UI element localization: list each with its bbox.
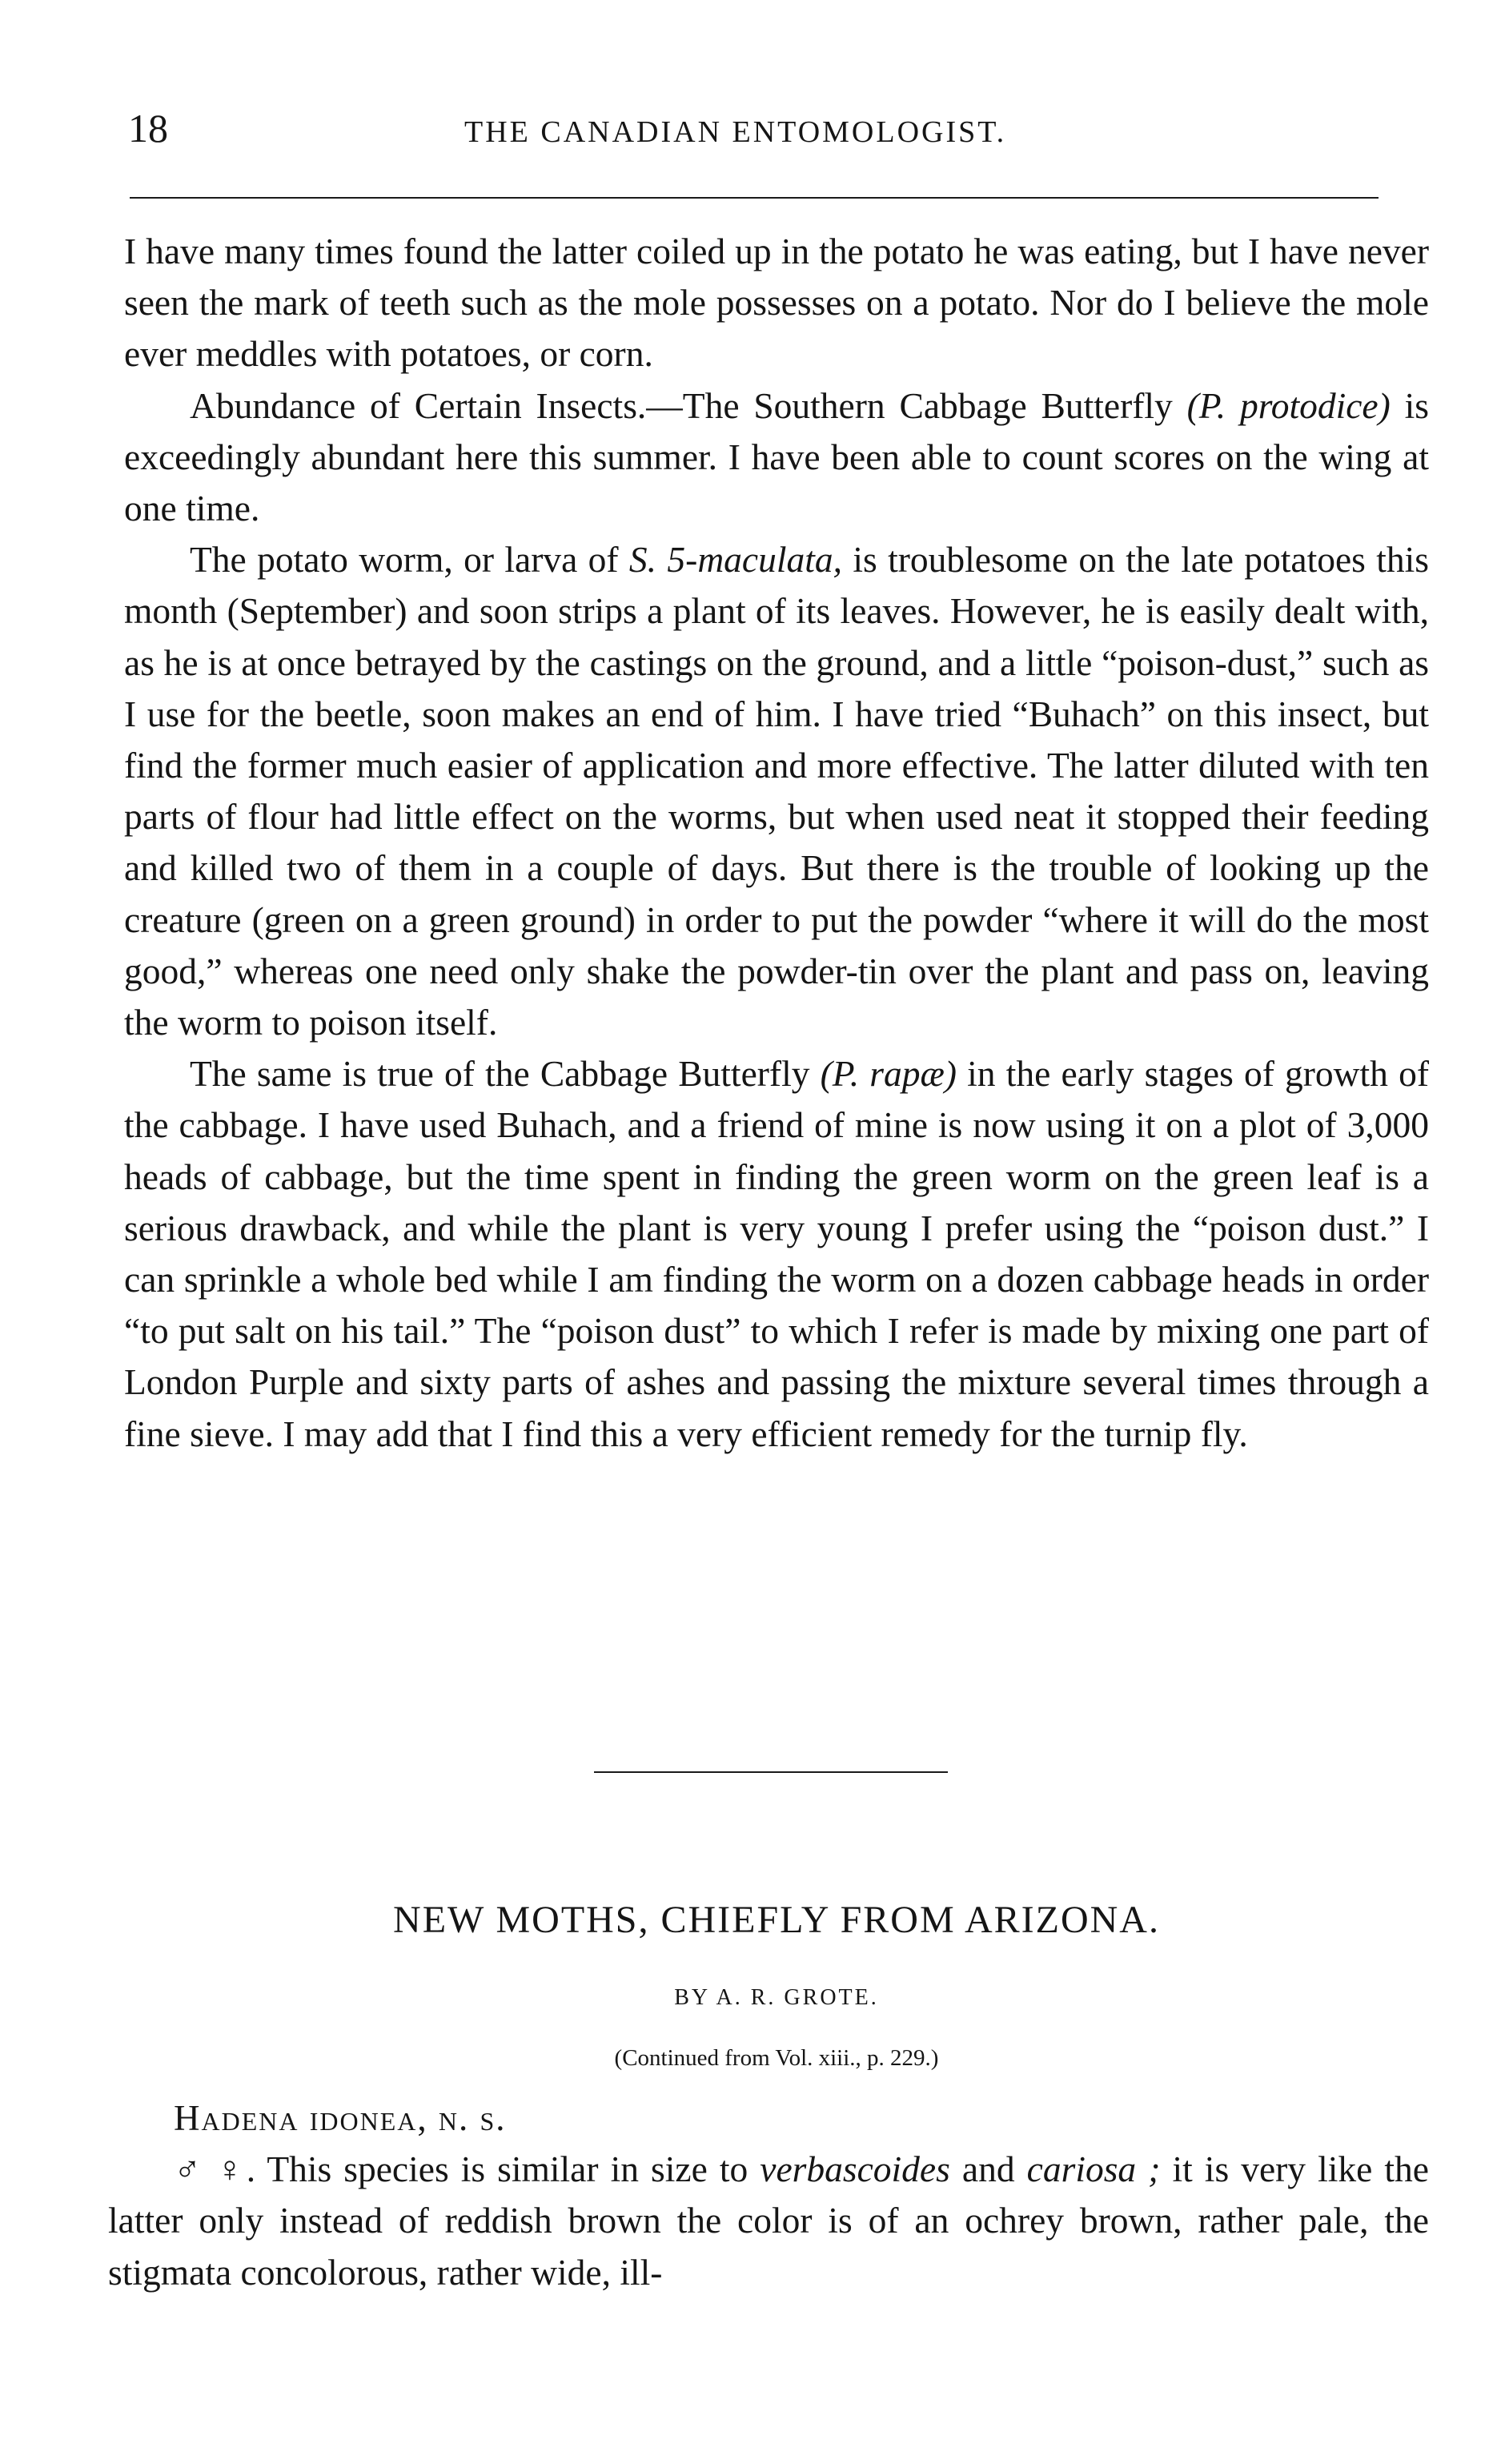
page-number: 18 — [128, 106, 168, 151]
paragraph-abundance — [124, 380, 1429, 535]
species-name-italic: cariosa ; — [1026, 2148, 1161, 2190]
article-byline: BY A. R. GROTE. — [674, 1985, 879, 2010]
continued-note: (Continued from Vol. xiii., p. 229.) — [614, 2045, 939, 2071]
article-title: NEW MOTHS, CHIEFLY FROM ARIZONA. — [393, 1899, 1160, 1941]
header-rule — [130, 197, 1379, 199]
sex-symbols: ♂ ♀. — [174, 2148, 256, 2190]
paragraph-cabbage-butterfly — [124, 1048, 1429, 1460]
paragraph-potato-worm — [124, 534, 1429, 1048]
description-text: and — [949, 2148, 1027, 2190]
species-name-italic: verbascoides — [760, 2148, 950, 2190]
paragraph-text: Abundance of Certain Insects.—The Southern Cabbage Butterfly — [190, 384, 1187, 426]
section-divider — [594, 1771, 948, 1773]
page-header — [128, 104, 1385, 176]
species-description — [108, 2144, 1429, 2298]
species-name-italic: (P. protodice) — [1186, 384, 1391, 426]
paragraph-mole — [124, 226, 1429, 380]
paragraph-text: I have many times found the latter coiled up in the potato he was eating, but I have never seen the mark of teeth such as the mole possesses on a potato. Nor do I believe the mole ever meddles with potatoes, or corn. — [124, 231, 1429, 375]
running-title: THE CANADIAN ENTOMOLOGIST. — [464, 115, 1007, 149]
paragraph-text: The same is true of the Cabbage Butterfly — [190, 1053, 821, 1095]
paragraph-text: The potato worm, or larva of — [190, 539, 629, 581]
description-text: it is very like the latter only instead of reddish brown the color is of an ochrey brown, rather pale, the stigmata concolorous, rather wide, ill- — [108, 2148, 1430, 2293]
paragraph-text: in the early stages of growth of the cabbage. I have used Buhach, and a friend of mine is now using it on a plot of 3,000 heads of cabbage, but the time spent in finding the green worm on the green leaf is a serious drawback, and while the plant is very young I prefer using the “poison dust.” I can sprinkle a whole bed while I am finding the worm on a dozen cabbage heads in order “to put salt on his tail.” The “poison dust” to which I refer is made by mixing one part of London Purple and sixty parts of ashes and passing the mixture several times through a fine sieve. I may add that I find this a very efficient remedy for the turnip fly. — [124, 1053, 1429, 1454]
species-name-italic: (P. rapæ) — [820, 1053, 957, 1095]
species-heading-text: Hadena idonea, n. s. — [174, 2098, 507, 2138]
species-name-italic: S. 5-maculata, — [628, 539, 843, 581]
paragraph-text: is exceedingly abundant here this summer. I have been able to count scores on the wing at one time. — [124, 384, 1429, 529]
description-text: This species is similar in size to — [255, 2148, 761, 2190]
paragraph-text: is troublesome on the late potatoes this month (September) and soon strips a plant of its leaves. However, he is easily dealt with, as he is at once betrayed by the castings on the ground, and a little “poison-dust,” such as I use for the beetle, soon makes an end of him. I have tried “Buhach” on this insect, but find the former much easier of application and more effective. The latter diluted with ten parts of flour had little effect on the worms, but when used neat it stopped their feeding and killed two of them in a couple of days. But there is the trouble of looking up the creature (green on a green ground) in order to put the powder “where it will do the most good,” whereas one need only shake the powder-tin over the plant and pass on, leaving the worm to poison itself. — [124, 539, 1429, 1043]
species-heading — [108, 2092, 1429, 2144]
article-body — [108, 2092, 1429, 2298]
article-continuation — [124, 226, 1429, 1460]
